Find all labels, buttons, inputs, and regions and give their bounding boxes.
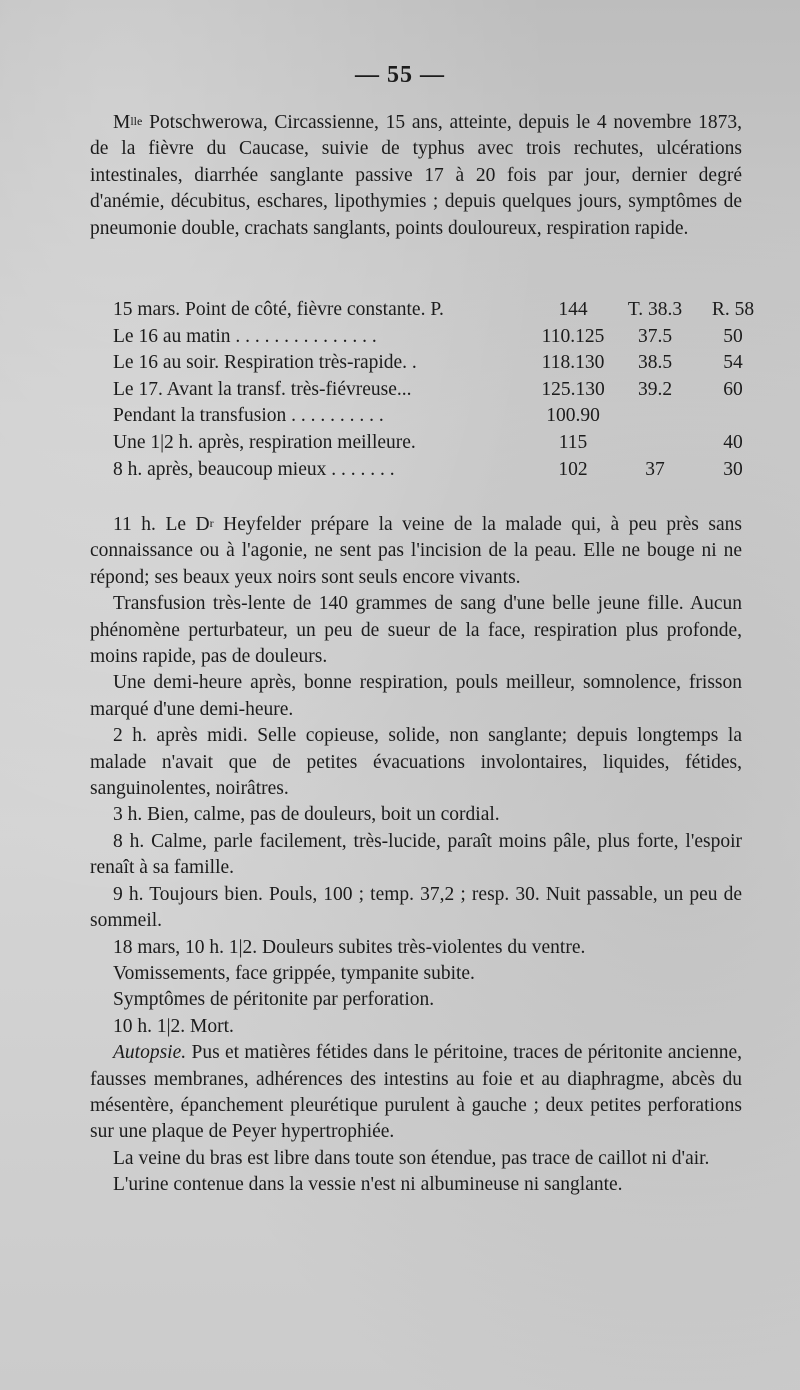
narrative-paragraph: La veine du bras est libre dans toute son étendue, pas trace de caillot ni d'air. [113,1147,710,1169]
vitals-resp: 50 [723,325,743,347]
intro-text: Potschwerowa, Circassienne, 15 ans, atteinte, depuis le 4 novembre 1873, de la fièvre du Caucase, suivie de typhus avec trois rechutes, ulcérations intestinales, diarrhée sanglante passive 17 à 20 fois par jour, dernier degré d'anémie, décubitus, eschares, lipothymies ; depuis quelques jours, symptômes de pneumonie double, crachats sanglants, points douloureux, respiration rapide. [90,112,742,239]
vitals-label: Le 16 au matin . . . . . . . . . . . . . . . [113,325,377,347]
vitals-resp: 54 [723,352,743,374]
vitals-temp: 39.2 [637,378,673,400]
p1-start: 11 h. Le D [113,514,210,535]
narrative-paragraph: Symptômes de péritonite par perforation. [113,989,435,1011]
narrative-paragraph: 9 h. Toujours bien. Pouls, 100 ; temp. 37,2 ; resp. 30. Nuit passable, un peu de sommeil. [90,883,742,932]
narrative-paragraph: Vomissements, face grippée, tympanite subite. [113,962,475,984]
vitals-label: Le 17. Avant la transf. très-fiévreuse... [113,378,412,400]
autopsy-paragraph [90,1040,742,1146]
vitals-row [113,350,773,377]
narrative-paragraph: 8 h. Calme, parle facilement, très-lucide, paraît moins pâle, plus forte, l'espoir renaît à sa famille. [90,830,742,879]
vitals-resp: 30 [723,458,743,480]
clinical-narrative [90,512,742,1199]
vitals-temp: 38.5 [637,352,673,374]
vitals-resp: 40 [723,431,743,453]
narrative-paragraph: 2 h. après midi. Selle copieuse, solide, non sanglante; depuis longtemps la malade n'avait que de petites évacuations involontaires, liquides, fétides, sanguinolentes, noirâtres. [90,725,742,800]
vitals-pulse: 102 [558,458,588,480]
vitals-pulse: 144 [558,299,588,320]
vitals-resp: 60 [723,378,743,400]
page-number: — 55 — [355,62,445,88]
intro-prefix: M [113,112,131,133]
narrative-paragraph: 3 h. Bien, calme, pas de douleurs, boit un cordial. [113,804,500,826]
patient-intro [90,110,742,242]
vitals-label: 15 mars. Point de côté, fièvre constante. P. [113,299,444,320]
vitals-row [113,430,773,457]
narrative-paragraph: 18 mars, 10 h. 1|2. Douleurs subites très-violentes du ventre. [113,936,586,958]
vitals-pulse: 110.125 [541,325,605,347]
vitals-temp: T. 38.3 [627,299,683,320]
vitals-row [113,403,773,430]
vitals-pulse: 125.130 [541,378,605,400]
narrative-paragraph: L'urine contenue dans la vessie n'est ni albumineuse ni sanglante. [113,1174,623,1196]
narrative-paragraph: 10 h. 1|2. Mort. [113,1015,234,1037]
narrative-paragraph: Une demi-heure après, bonne respiration, pouls meilleur, somnolence, frisson marqué d'une demi-heure. [90,672,742,720]
vitals-resp: R. 58 [711,299,755,320]
p1-end: Heyfelder prépare la veine de la malade qui, à peu près sans connaissance ou à l'agonie, ne sent pas l'incision de la peau. Elle ne bouge ni ne répond; ses beaux yeux noirs sont seuls encore vivants. [90,514,742,588]
intro-paragraph [90,110,742,242]
vitals-table [113,297,773,483]
vitals-row [113,324,773,351]
vitals-pulse: 118.130 [541,352,605,374]
intro-sup: lle [130,114,143,128]
vitals-temp: 37.5 [637,325,673,347]
vitals-temp: 37 [645,458,665,480]
vitals-label: 8 h. après, beaucoup mieux . . . . . . . [113,458,395,480]
vitals-row [113,297,773,324]
narrative-paragraph [90,512,742,591]
vitals-label: Une 1|2 h. après, respiration meilleure. [113,431,416,453]
vitals-pulse: 100.90 [546,405,600,427]
autopsy-label: Autopsie. [113,1042,187,1064]
autopsy-text: Pus et matières fétides dans le péritoine, traces de péritonite ancienne, fausses membranes, adhérences des intestins au foie et au diaphragme, abcès du mésentère, épanchement pleurétique purulent à gauche ; deux petites perforations sur une plaque de Peyer hypertrophiée. [90,1042,742,1143]
p1-sup: r [209,516,214,530]
vitals-label: Pendant la transfusion . . . . . . . . . . [113,405,384,427]
narrative-paragraph: Transfusion très-lente de 140 grammes de sang d'une belle jeune fille. Aucun phénomène perturbateur, un peu de sueur de la face, respiration plus profonde, moins rapide, pas de douleurs. [90,593,742,668]
vitals-pulse: 115 [558,431,588,453]
vitals-label: Le 16 au soir. Respiration très-rapide. . [113,352,417,374]
vitals-row [113,377,773,404]
vitals-row [113,457,773,484]
